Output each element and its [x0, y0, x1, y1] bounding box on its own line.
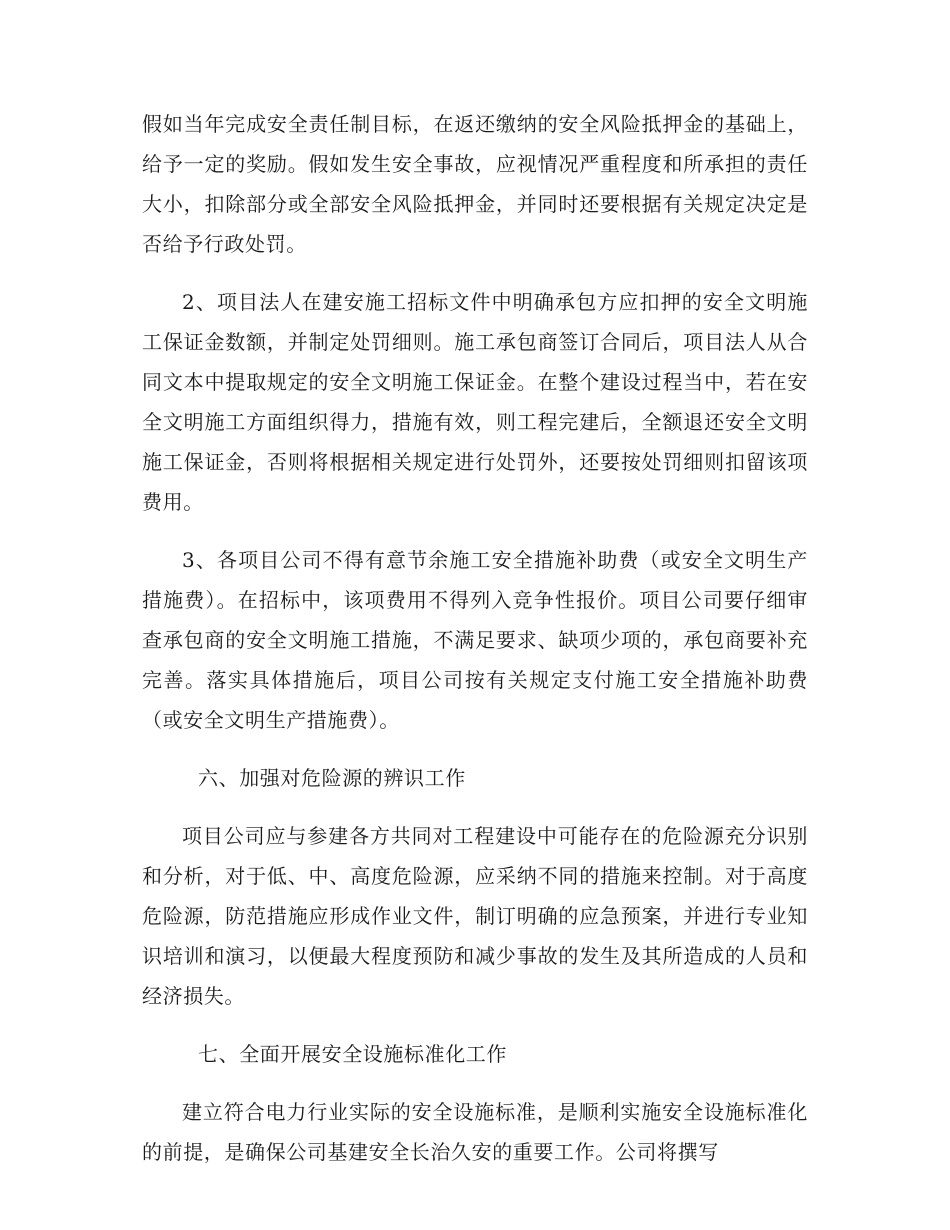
section-7-body: 建立符合电力行业实际的安全设施标准，是顺利实施安全设施标准化的前提，是确保公司基建安全长治久安的重要工作。公司将撰写: [142, 1100, 808, 1164]
section-6-heading: 六、加强对危险源的辨识工作: [198, 766, 466, 790]
paragraph-continuation: 假如当年完成安全责任制目标，在返还缴纳的安全风险抵押金的基础上，给予一定的奖励。假如发生安全事故，应视情况严重程度和所承担的责任大小，扣除部分或全部安全风险抵押金，并同时还要根据有关规定决定是否给予行政处罚。: [142, 112, 808, 256]
document-body: [142, 104, 808, 1190]
paragraph-item-3: 3、各项目公司不得有意节余施工安全措施补助费（或安全文明生产措施费）。在招标中，该项费用不得列入竞争性报价。项目公司要仔细审查承包商的安全文明施工措施，不满足要求、缺项少项的，承包商要补充完善。落实具体措施后，项目公司按有关规定支付施工安全措施补助费（或安全文明生产措施费）。: [142, 548, 808, 732]
paragraph-item-2: 2、项目法人在建安施工招标文件中明确承包方应扣押的安全文明施工保证金数额，并制定处罚细则。施工承包商签订合同后，项目法人从合同文本中提取规定的安全文明施工保证金。在整个建设过程当中，若在安全文明施工方面组织得力，措施有效，则工程完建后，全额退还安全文明施工保证金，否则将根据相关规定进行处罚外，还要按处罚细则扣留该项费用。: [142, 290, 808, 514]
section-7-heading: 七、全面开展安全设施标准化工作: [198, 1042, 507, 1066]
section-6-body: 项目公司应与参建各方共同对工程建设中可能存在的危险源充分识别和分析，对于低、中、高度危险源，应采纳不同的措施来控制。对于高度危险源，防范措施应形成作业文件，制订明确的应急预案，并进行专业知识培训和演习，以便最大程度预防和减少事故的发生及其所造成的人员和经济损失。: [142, 824, 808, 1008]
